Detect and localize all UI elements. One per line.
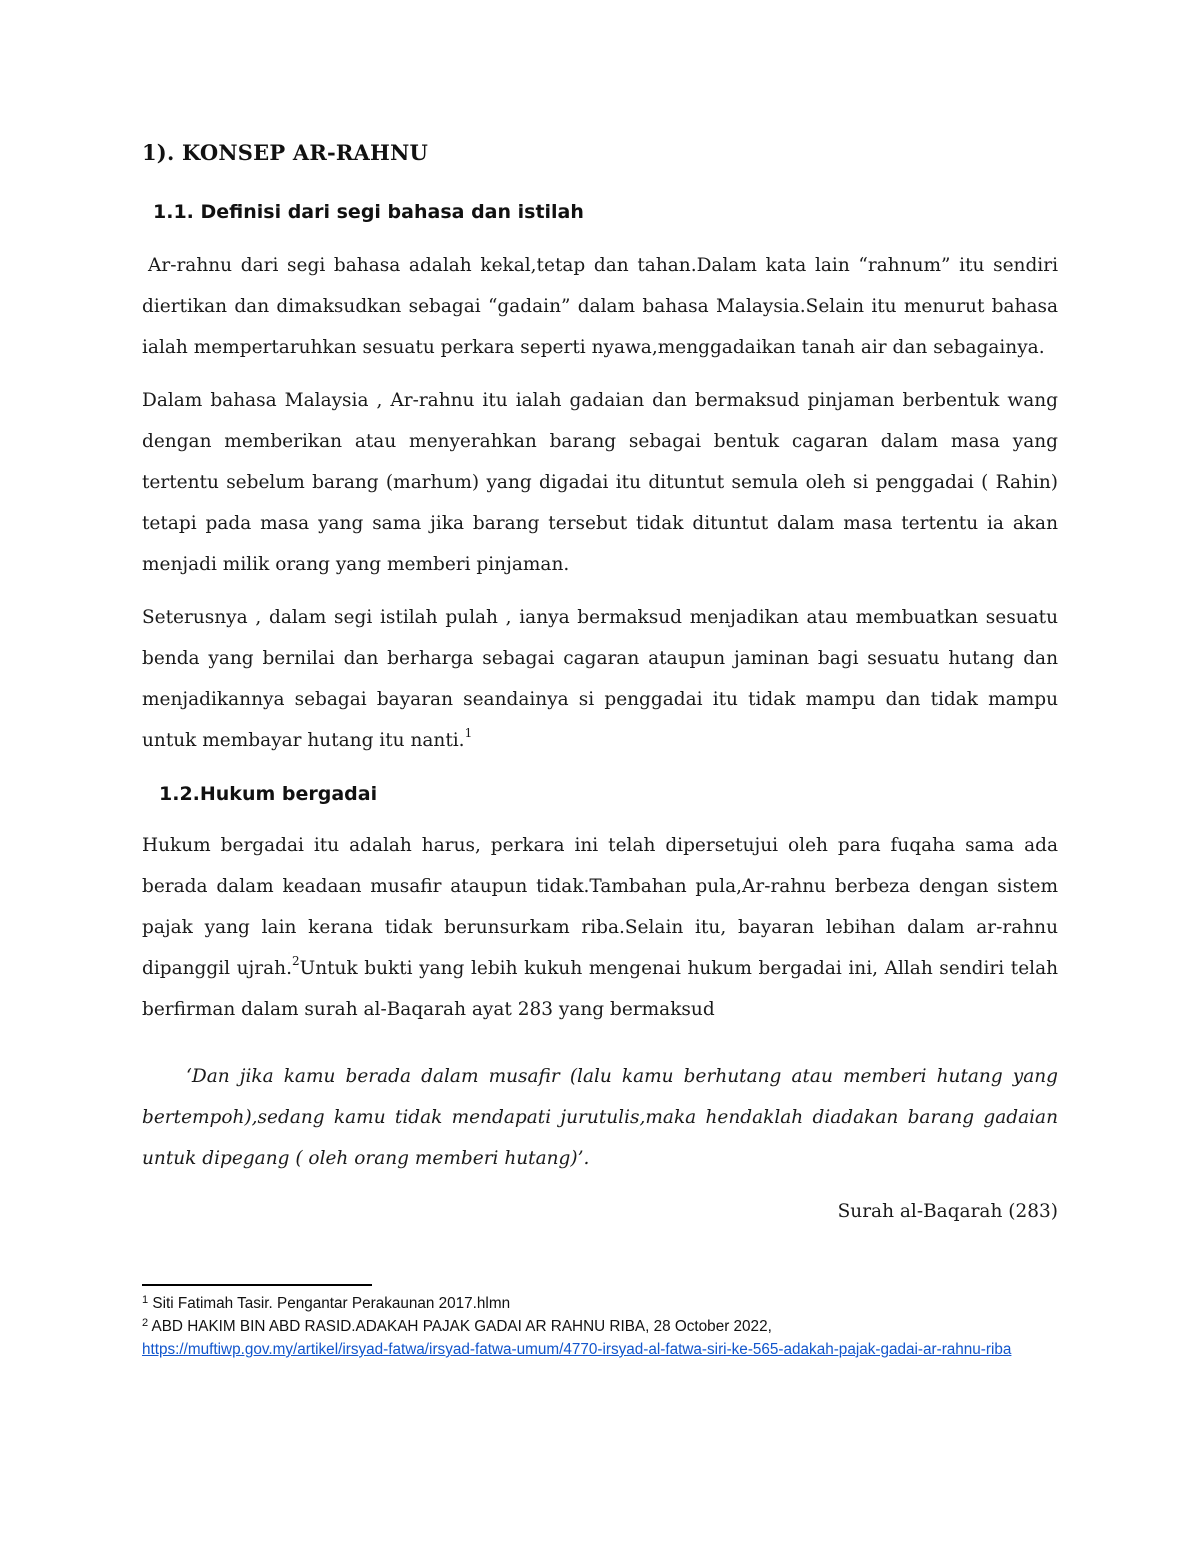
page-title: 1). KONSEP AR-RAHNU <box>142 140 428 165</box>
quote-source: Surah al-Baqarah (283) <box>837 1201 1058 1222</box>
footnote-separator <box>142 1284 372 1286</box>
paragraph-istilah-text: Seterusnya , dalam segi istilah pulah , ianya bermaksud menjadikan atau membuatkan sesuatu benda yang bernilai dan berharga sebagai cagaran ataupun jaminan bagi sesuatu hutang dan menjadikannya sebagai bayaran seandainya si penggadai itu tidak mampu dan tidak mampu untuk membayar hutang itu nanti. <box>142 607 1058 751</box>
footnotes-section <box>142 1284 1058 1361</box>
document-body <box>142 140 1058 1232</box>
footnote-text: ABD HAKIM BIN ABD RASID.ADAKAH PAJAK GADAI AR RAHNU RIBA, 28 October 2022, <box>151 1318 772 1335</box>
paragraph-hukum-bergadai <box>142 825 1058 1030</box>
footnote-link[interactable]: https://muftiwp.gov.my/artikel/irsyad-fatwa/irsyad-fatwa-umum/4770-irsyad-al-fatwa-siri-ke-565-adakah-pajak-gadai-ar-rahnu-riba <box>142 1341 1012 1358</box>
footnote-number: 1 <box>142 1294 149 1306</box>
footnote-2 <box>142 1315 1058 1361</box>
quran-quote: ‘Dan jika kamu berada dalam musafir (lalu kamu berhutang atau memberi hutang yang bertempoh),sedang kamu tidak mendapati jurutulis,maka hendaklah diadakan barang gadaian untuk dipegang ( oleh orang memberi hutang)’. <box>142 1066 1058 1169</box>
paragraph-hukum-text-1: Hukum bergadai itu adalah harus, perkara ini telah dipersetujui oleh para fuqaha sama ada berada dalam keadaan musafir ataupun tidak.Tambahan pula,Ar-rahnu berbeza dengan sistem pajak yang lain kerana tidak berunsurkam riba.Selain itu, bayaran lebihan dalam ar-rahnu dipanggil ujrah. <box>142 835 1058 979</box>
footnote-ref-1[interactable]: 1 <box>464 726 473 740</box>
footnote-1 <box>142 1292 1058 1315</box>
footnote-text: Siti Fatimah Tasir. Pengantar Perakaunan 2017.hlmn <box>152 1295 511 1312</box>
paragraph-bahasa-definition: Ar-rahnu dari segi bahasa adalah kekal,tetap dan tahan.Dalam kata lain “rahnum” itu sendiri diertikan dan dimaksudkan sebagai “gadain” dalam bahasa Malaysia.Selain itu menurut bahasa ialah mempertaruhkan sesuatu perkara seperti nyawa,menggadaikan tanah air dan sebagainya. <box>142 255 1058 358</box>
paragraph-malaysia-definition: Dalam bahasa Malaysia , Ar-rahnu itu ialah gadaian dan bermaksud pinjaman berbentuk wang dengan memberikan atau menyerahkan barang sebagai bentuk cagaran dalam masa yang tertentu sebelum barang (marhum) yang digadai itu dituntut semula oleh si penggadai ( Rahin) tetapi pada masa yang sama jika barang tersebut tidak dituntut dalam masa tertentu ia akan menjadi milik orang yang memberi pinjaman. <box>142 390 1058 575</box>
section-heading-hukum: 1.2.Hukum bergadai <box>159 783 378 805</box>
footnote-ref-2[interactable]: 2 <box>291 954 300 968</box>
footnote-number: 2 <box>142 1317 149 1329</box>
section-heading-definisi: 1.1. Definisi dari segi bahasa dan istilah <box>153 201 584 223</box>
paragraph-istilah-definition <box>142 597 1058 761</box>
paragraph-hukum-text-2: Untuk bukti yang lebih kukuh mengenai hukum bergadai ini, Allah sendiri telah berfirman dalam surah al-Baqarah ayat 283 yang bermaksud <box>142 958 1059 1020</box>
